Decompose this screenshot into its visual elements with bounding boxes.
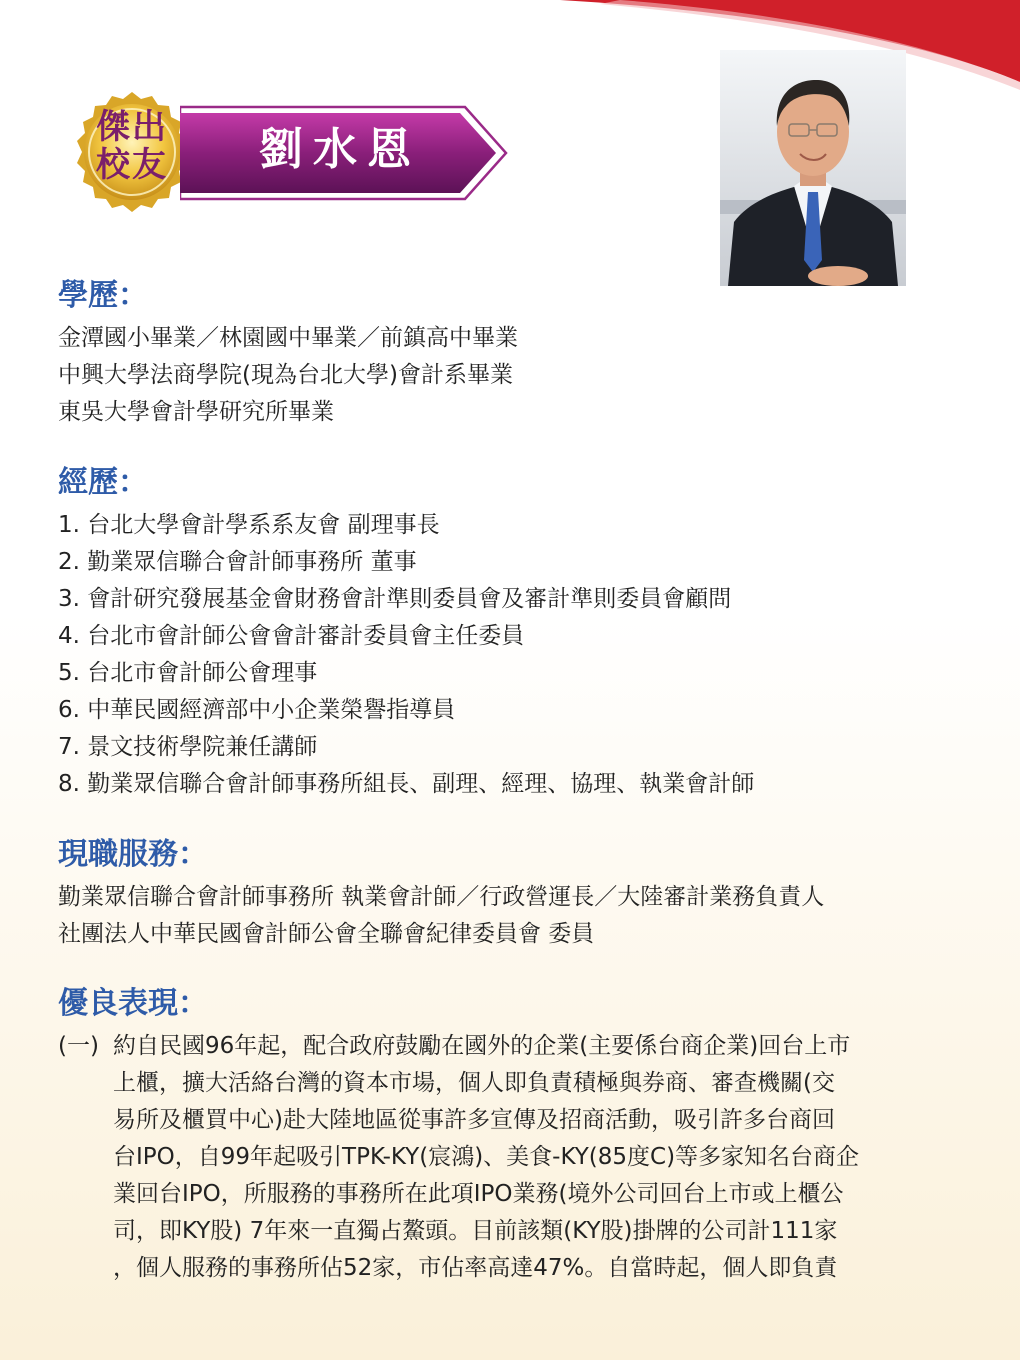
alumnus-name: 劉水恩 [259,124,421,175]
experience-line: 2. 勤業眾信聯合會計師事務所 董事 [58,549,417,575]
current-line: 勤業眾信聯合會計師事務所 執業會計師／行政營運長／大陸審計業務負責人 [58,884,825,910]
achievements-section [58,984,958,1287]
badge-line-1: 傑出 [96,107,168,147]
achievement-line: 易所及櫃買中心)赴大陸地區從事許多宣傳及招商活動，吸引許多台商回 [113,1107,835,1133]
badge-line-2: 校友 [96,145,168,185]
education-line: 中興大學法商學院(現為台北大學)會計系畢業 [58,362,513,388]
current-section [58,835,958,953]
experience-line: 8. 勤業眾信聯合會計師事務所組長、副理、經理、協理、執業會計師 [58,771,755,797]
experience-heading: 經歷： [58,465,148,500]
experience-line: 7. 景文技術學院兼任講師 [58,734,318,760]
current-line: 社團法人中華民國會計師公會全聯會紀律委員會 委員 [58,921,595,947]
experience-line: 5. 台北市會計師公會理事 [58,660,318,686]
experience-line: 3. 會計研究發展基金會財務會計準則委員會及審計準則委員會顧問 [58,586,732,612]
education-heading: 學歷： [58,278,148,313]
experience-section [58,463,958,803]
achievement-line: 約自民國96年起，配合政府鼓勵在國外的企業(主要係台商企業)回台上市 [113,1033,851,1059]
achievements-heading: 優良表現： [58,986,208,1021]
achievement-item [58,1028,953,1287]
achievement-line: 上櫃，擴大活絡台灣的資本市場，個人即負責積極與券商、審查機關(交 [113,1070,835,1096]
experience-line: 1. 台北大學會計學系系友會 副理事長 [58,512,440,538]
education-line: 東吳大學會計學研究所畢業 [58,399,334,425]
experience-line: 6. 中華民國經濟部中小企業榮譽指導員 [58,697,456,723]
achievement-line: 業回台IPO，所服務的事務所在此項IPO業務(境外公司回台上市或上櫃公 [113,1181,844,1207]
achievement-line: 司，即KY股) 7年來一直獨占鰲頭。目前該類(KY股)掛牌的公司計111家 [113,1218,838,1244]
portrait-photo [720,50,906,286]
achievement-line: ，個人服務的事務所佔52家，市佔率高達47%。自當時起，個人即負責 [113,1255,838,1281]
item-number: (一) [58,1033,99,1059]
education-line: 金潭國小畢業／林園國中畢業／前鎮高中畢業 [58,325,518,351]
experience-line: 4. 台北市會計師公會會計審計委員會主任委員 [58,623,525,649]
education-section [58,276,958,431]
current-heading: 現職服務： [58,837,208,872]
achievement-line: 台IPO，自99年起吸引TPK-KY(宸鴻)、美食-KY(85度C)等多家知名台商企 [113,1144,860,1170]
